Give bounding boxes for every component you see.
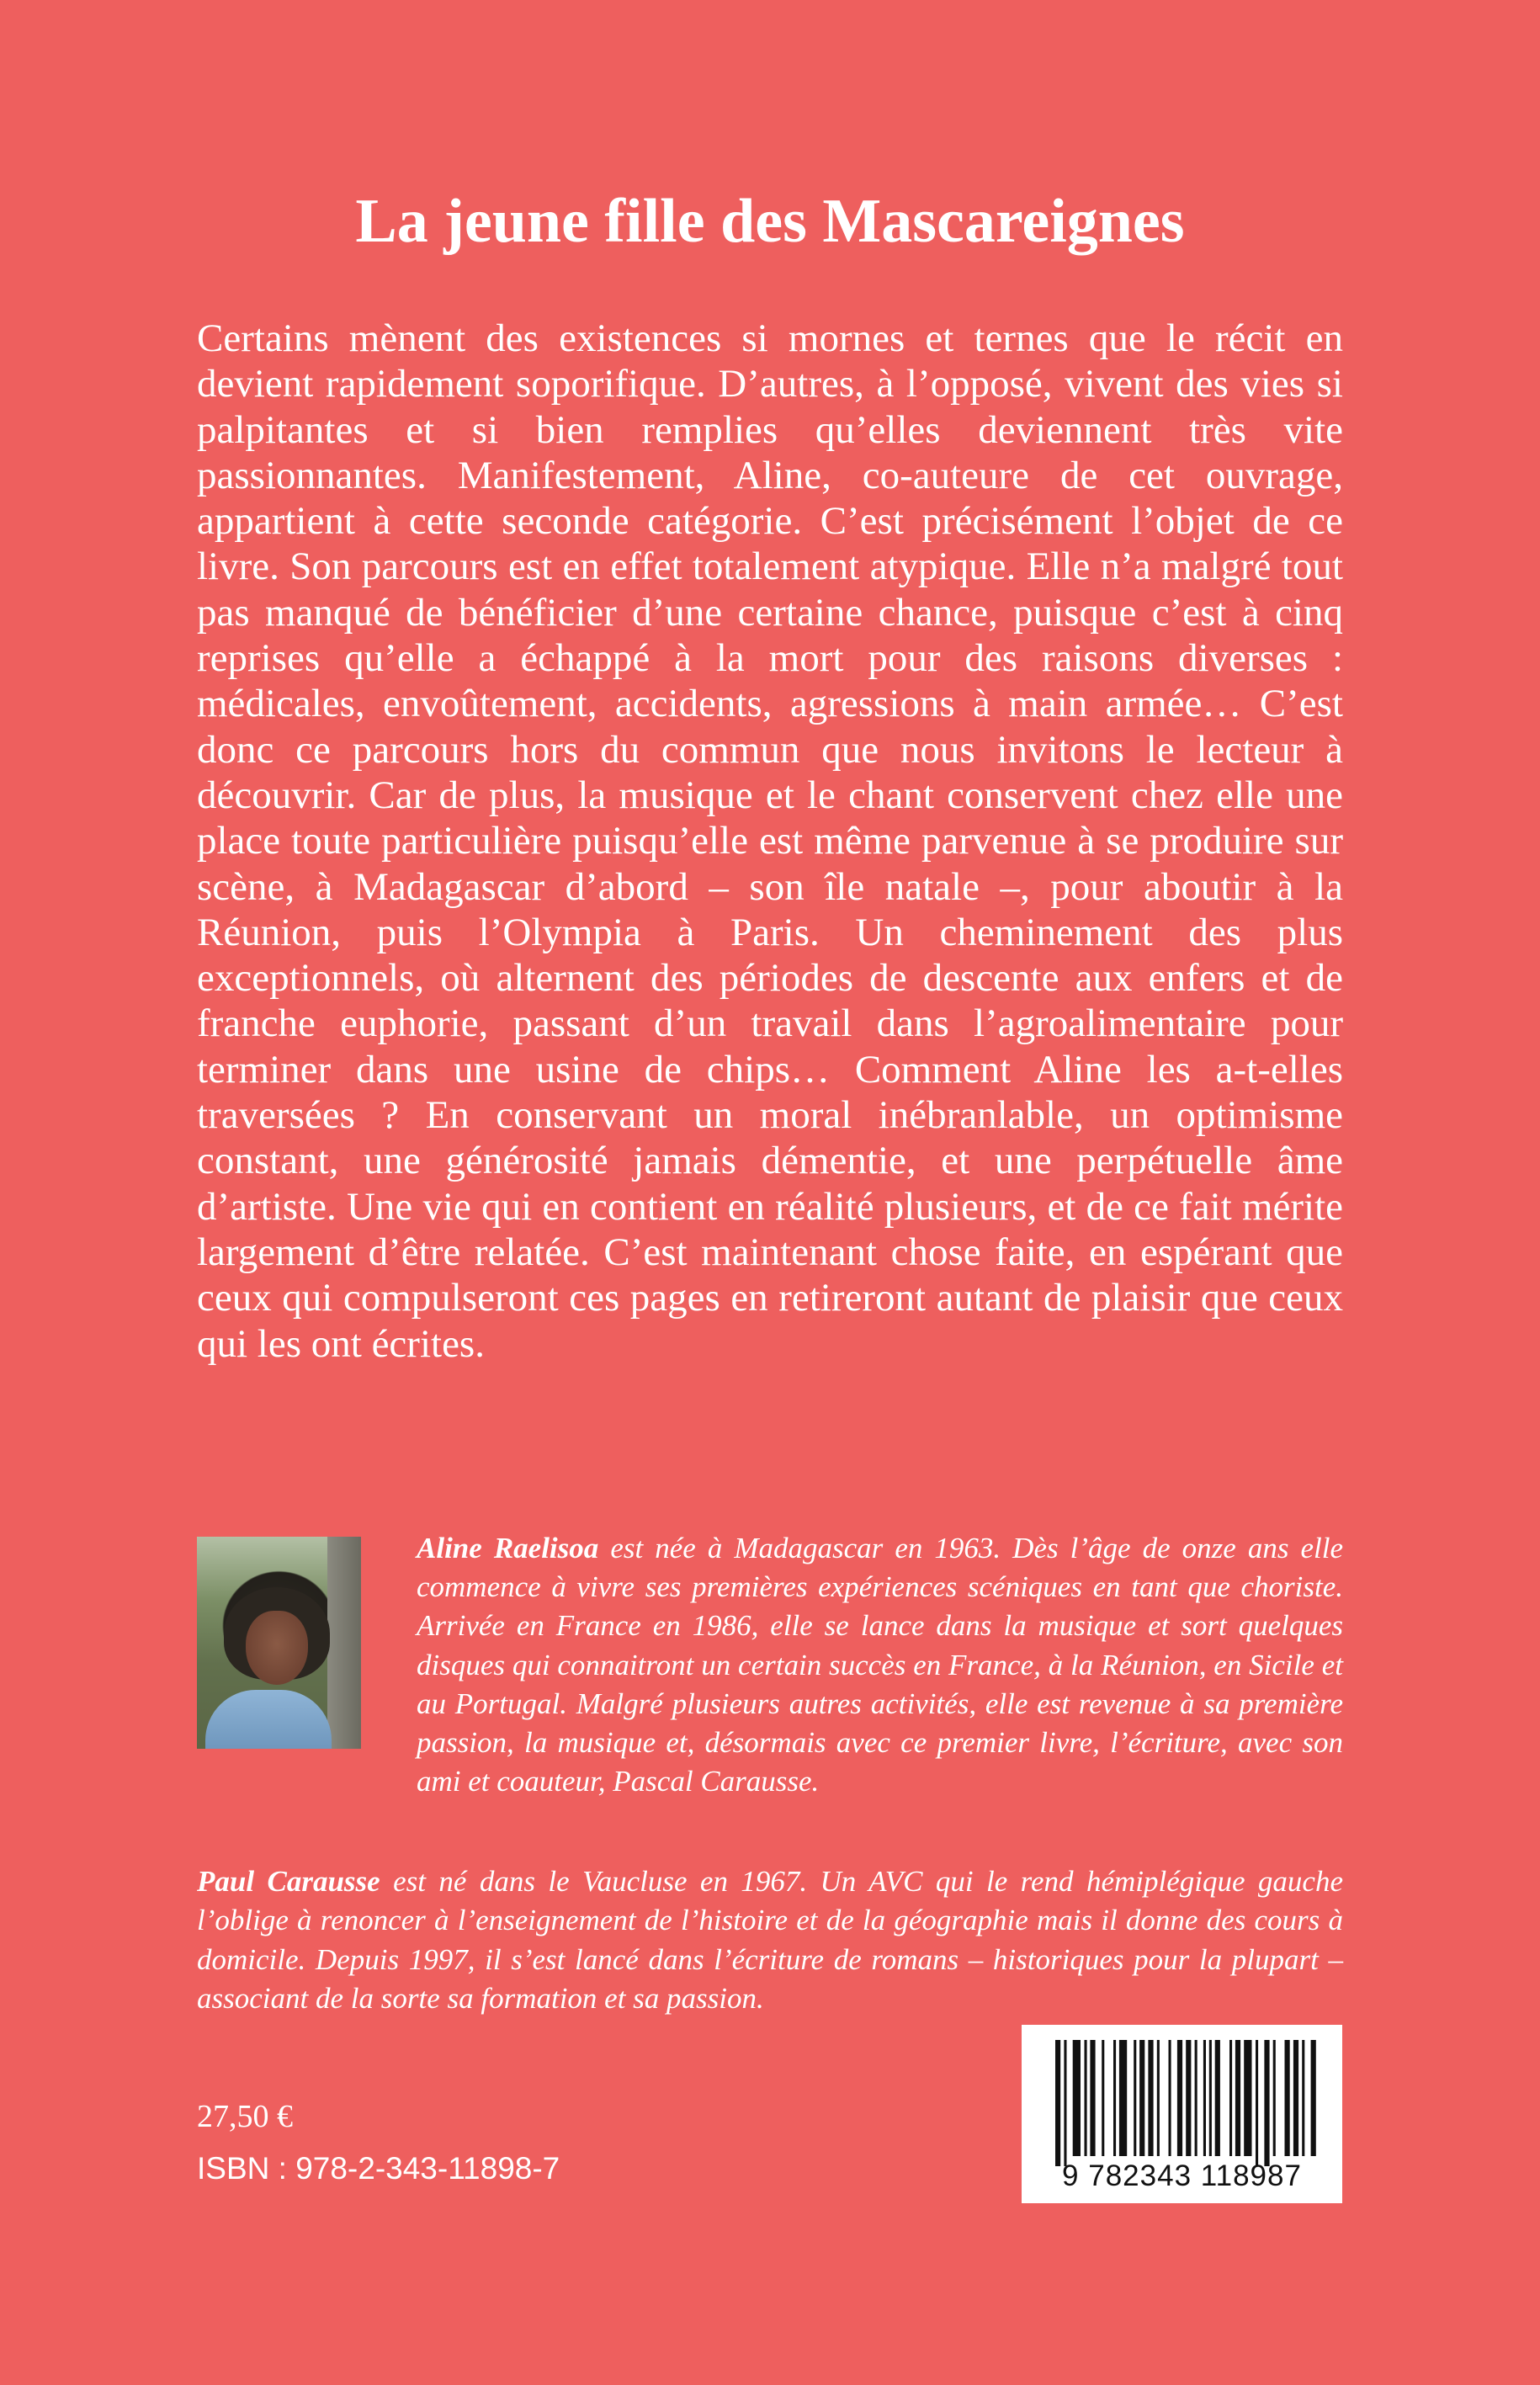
barcode-bar xyxy=(1195,2040,1197,2156)
barcode-bar xyxy=(1090,2040,1095,2156)
barcode-bar xyxy=(1186,2040,1191,2156)
barcode-bar xyxy=(1085,2040,1087,2156)
book-blurb: Certains mènent des existences si mornes et ternes que le récit en devient rapidement soporifique. D’autres, à l’opposé, vivent des vies si palpitantes et si bien remplies qu’elles deviennent très vite passionnantes. Manifestement, Aline, co-auteure de cet ouvrage, appartient à cette seconde catégorie. C’est précisément l’objet de ce livre. Son parcours est en effet totalement atypique. Elle n’a malgré tout pas manqué de bénéficier d’une certaine chance, puisque c’est à cinq reprises qu’elle a échappé à la mort pour des raisons diverses : médicales, envoûtement, accidents, agressions à main armée… C’est donc ce parcours hors du commun que nous invitons le lecteur à découvrir. Car de plus, la musique et le chant conservent chez elle une place toute particulière puisqu’elle est même parvenue à se produire sur scène, à Madagascar d’abord – son île natale –, pour aboutir à la Réunion, puis l’Olympia à Paris. Un cheminement des plus exceptionnels, où alternent des périodes de descente aux enfers et de franche euphorie, passant d’un travail dans l’agroalimentaire pour terminer dans une usine de chips… Comment Aline les a-t-elles traversées ? En conservant un moral inébranlable, un optimisme constant, une générosité jamais démentie, et une perpétuelle âme d’artiste. Une vie qui en contient en réalité plusieurs, et de ce fait mérite largement d’être relatée. C’est maintenant chose faite, en espérant que ceux qui compulseront ces pages en retireront autant de plaisir que ceux qui les ont écrites. xyxy=(197,316,1343,1366)
author-name: Aline Raelisoa xyxy=(417,1532,599,1564)
barcode-bar xyxy=(1055,2040,1060,2166)
barcode-bar xyxy=(1134,2040,1136,2156)
barcode-bar xyxy=(1229,2040,1232,2156)
tree-trunk xyxy=(327,1537,361,1749)
barcode-digits: 9 782343 118987 xyxy=(1062,2159,1302,2192)
author-bio-text: est né dans le Vaucluse en 1967. Un AVC qui le rend hémiplégique gauche l’oblige à renoncer à l’enseignement de l’histoire et de la géographie mais il donne des cours à domicile. Depuis 1997, il s’est lancé dans l’écriture de romans – historiques pour la plupart – associant de la sorte sa formation et sa passion. xyxy=(197,1865,1343,2015)
author-name: Paul Carausse xyxy=(197,1865,380,1898)
price: 27,50 € xyxy=(197,2099,293,2134)
barcode-bar xyxy=(1256,2040,1258,2166)
author-bio-text: est née à Madagascar en 1963. Dès l’âge de onze ans elle commence à vivre ses premières expériences scéniques en tant que choriste. Arrivée en France en 1986, elle se lance dans la musique et sort quelques disques qui connaitront un certain succès en France, à la Réunion, en Sicile et au Portugal. Malgré plusieurs autres activités, elle est revenue à sa première passion, la musique et, désormais avec ce premier livre, l’écriture, avec son ami et coauteur, Pascal Carausse. xyxy=(417,1532,1343,1798)
barcode-bar xyxy=(1148,2040,1153,2156)
author-bio-aline xyxy=(417,1529,1343,1801)
barcode-bar xyxy=(1203,2040,1206,2156)
barcode-bar xyxy=(1169,2040,1171,2156)
barcode-bar xyxy=(1264,2040,1269,2166)
barcode-bar xyxy=(1139,2040,1144,2156)
author-shirt xyxy=(205,1690,332,1749)
barcode-bar xyxy=(1244,2040,1251,2156)
barcode-bar xyxy=(1215,2040,1220,2156)
barcode-bar xyxy=(1177,2040,1182,2156)
author-bio-paul xyxy=(197,1862,1343,2018)
barcode-bar xyxy=(1235,2040,1240,2156)
barcode-bar xyxy=(1273,2040,1276,2156)
barcode-bar xyxy=(1311,2040,1316,2156)
barcode-bar xyxy=(1119,2040,1127,2156)
barcode-bar xyxy=(1293,2040,1298,2156)
barcode-bar xyxy=(1302,2040,1304,2156)
author-face xyxy=(246,1611,308,1685)
barcode-bar xyxy=(1285,2040,1290,2156)
barcode-bar xyxy=(1064,2040,1066,2166)
isbn: ISBN : 978-2-343-11898-7 xyxy=(197,2151,560,2186)
barcode-bar xyxy=(1113,2040,1116,2156)
book-title: La jeune fille des Mascareignes xyxy=(355,187,1185,256)
barcode-bar xyxy=(1209,2040,1212,2156)
barcode-bar xyxy=(1157,2040,1160,2156)
barcode-bar xyxy=(1073,2040,1081,2156)
barcode-bar xyxy=(1102,2040,1104,2156)
author-photo xyxy=(197,1537,361,1749)
barcode xyxy=(1022,2025,1342,2203)
